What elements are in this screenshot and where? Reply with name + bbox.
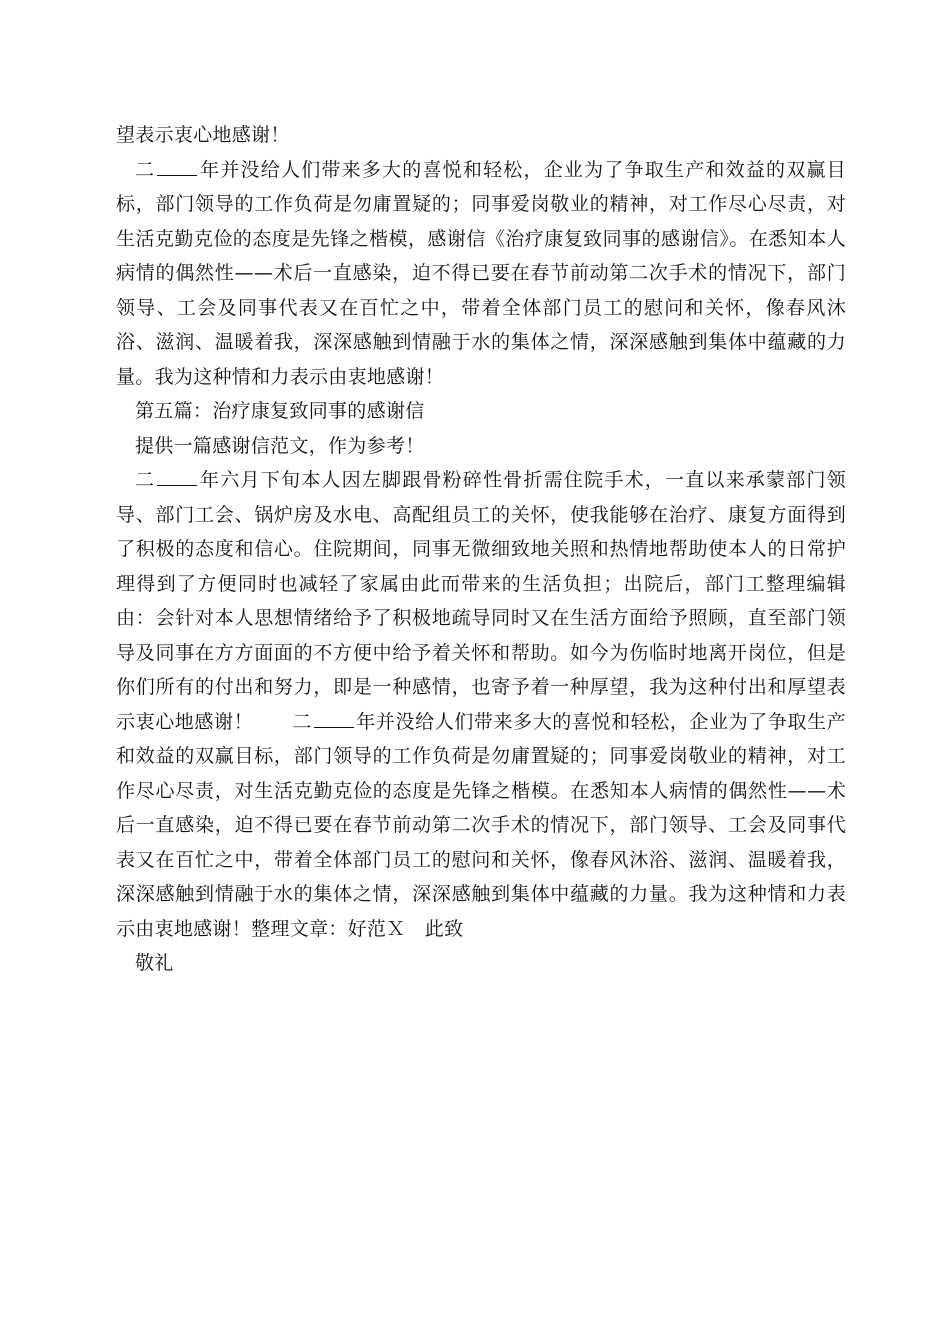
- paragraph-intro: [116, 429, 846, 464]
- document-body: [116, 118, 846, 981]
- paragraph-text: 提供一篇感谢信范文，作为参考！: [135, 434, 425, 457]
- paragraph-salutation: [116, 946, 846, 981]
- paragraph-text: 年并没给人们带来多大的喜悦和轻松，企业为了争取生产和效益的双赢目标，部门领导的工作负荷是勿庸置疑的；同事爱岗敬业的精神，对工作尽心尽责，对生活克勤克俭的态度是先锋之楷模，感谢信《治疗康复致同事的感谢信》。在悉知本人病情的偶然性——术后一直感染，迫不得已要在春节前动第二次手术的情况下，部门领导、工会及同事代表又在百忙之中，带着全体部门员工的慰问和关怀，像春风沐浴、滋润、温暖着我，深深感触到情融于水的集体之情，深深感触到集体中蕴藏的力量。我为这种情和力表示由衷地感谢！: [116, 158, 846, 388]
- year-blank-line: [314, 726, 354, 728]
- year-blank-line: [157, 174, 197, 176]
- section-title: 第五篇：治疗康复致同事的感谢信: [135, 400, 425, 422]
- paragraph-text: 年六月下旬本人因左脚跟骨粉碎性骨折需住院手术，一直以来承蒙部门领导、部门工会、锅炉房及水电、高配组员工的关怀，使我能够在治疗、康复方面得到了积极的态度和信心。住院期间，同事无微细致地关照和热情地帮助使本人的日常护理得到了方便同时也减轻了家属由此而带来的生活负担；出院后，部门工整理编辑由：会针对本人思想情绪给予了积极地疏导同时又在生活方面给予照顾，直至部门领导及同事在方方面面的不方便中给予着关怀和帮助。如今为伤临时地离开岗位，但是你们所有的付出和努力，即是一种感情，也寄予着一种厚望，我为这种付出和厚望表示衷心地感谢！: [116, 469, 846, 733]
- paragraph-text: 年并没给人们带来多大的喜悦和轻松，企业为了争取生产和效益的双赢目标，部门领导的工作负荷是勿庸置疑的；同事爱岗敬业的精神，对工作尽心尽责，对生活克勤克俭的态度是先锋之楷模。在悉知本人病情的偶然性——术后一直感染，迫不得已要在春节前动第二次手术的情况下，部门领导、工会及同事代表又在百忙之中，带着全体部门员工的慰问和关怀，像春风沐浴、滋润、温暖着我，深深感触到情融于水的集体之情，深深感触到集体中蕴藏的力量。我为这种情和力表示由衷地感谢！整理文章：好范Ｘ 此致: [116, 710, 846, 940]
- year-blank-line: [157, 484, 197, 486]
- paragraph-text-start: 二: [135, 469, 156, 491]
- section-heading: [116, 394, 846, 429]
- salutation-text: 敬礼: [135, 952, 174, 974]
- paragraph-closing-thanks: [116, 118, 846, 153]
- paragraph-text-start: 二: [292, 710, 313, 733]
- paragraph-text: 望表示衷心地感谢！: [116, 124, 290, 146]
- paragraph-text-start: 二: [135, 158, 156, 181]
- paragraph-letter-body: [116, 463, 846, 946]
- paragraph-year-reflection: [116, 153, 846, 395]
